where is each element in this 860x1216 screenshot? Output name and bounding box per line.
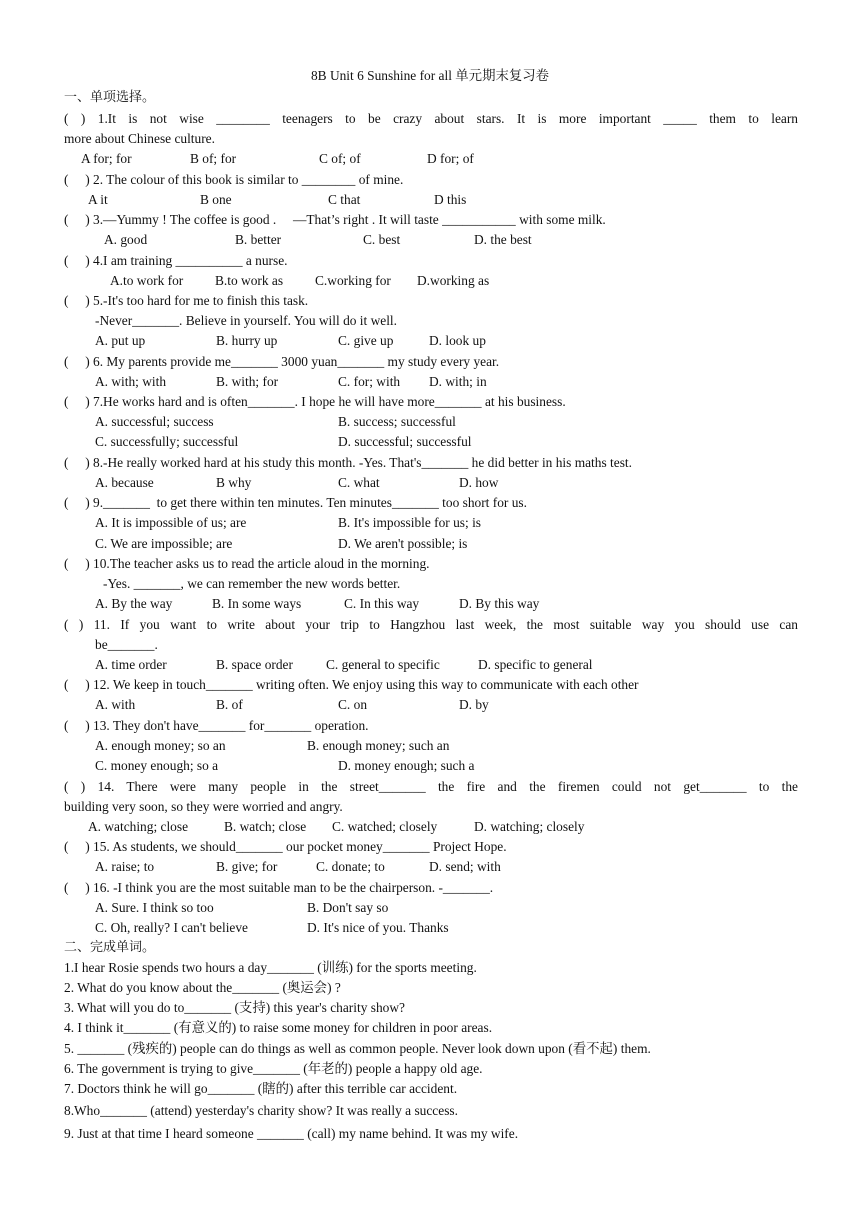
question-14-option-a: A. watching; close: [88, 819, 189, 834]
question-3-stem: ( ) 3.—Yummy ! The coffee is good . —That’s right . It will taste ___________ with some milk.: [64, 212, 606, 227]
question-3-option-a: A. good: [104, 232, 148, 247]
question-8-option-d: D. how: [459, 475, 499, 490]
question-4-option-b: B.to work as: [215, 273, 284, 288]
question-10-option-a: A. By the way: [95, 596, 173, 611]
question-13-option-b: B. enough money; such an: [307, 738, 450, 753]
question-2-option-d: D this: [434, 192, 467, 207]
question-6-option-b: B. with; for: [216, 374, 279, 389]
fill-in-item-5: 5. _______ (残疾的) people can do things as well as common people. Never look down upon (看不起) them.: [64, 1041, 651, 1056]
question-4-option-d: D.working as: [417, 273, 490, 288]
question-4-stem: ( ) 4.I am training __________ a nurse.: [64, 253, 288, 268]
question-12-option-c: C. on: [338, 697, 368, 712]
question-15-option-d: D. send; with: [429, 859, 501, 874]
question-6-option-c: C. for; with: [338, 374, 401, 389]
question-7-stem: ( ) 7.He works hard and is often_______. I hope he will have more_______ at his business.: [64, 394, 566, 409]
question-3-option-d: D. the best: [474, 232, 532, 247]
question-10-option-b: B. In some ways: [212, 596, 302, 611]
fill-in-item-9: 9. Just at that time I heard someone _______ (call) my name behind. It was my wife.: [64, 1126, 519, 1141]
question-10-option-c: C. In this way: [344, 596, 420, 611]
question-5-line-2: -Never_______. Believe in yourself. You will do it well.: [95, 313, 397, 328]
question-11-option-d: D. specific to general: [478, 657, 593, 672]
question-7-option-d: D. successful; successful: [338, 434, 472, 449]
question-16-option-c: C. Oh, really? I can't believe: [95, 920, 248, 935]
fill-in-item-7: 7. Doctors think he will go_______ (瞎的) after this terrible car accident.: [64, 1081, 458, 1096]
question-7-option-b: B. success; successful: [338, 414, 456, 429]
question-13-option-a: A. enough money; so an: [95, 738, 226, 753]
question-16-option-a: A. Sure. I think so too: [95, 900, 214, 915]
question-1-option-c: C of; of: [319, 151, 361, 166]
question-1-option-d: D for; of: [427, 151, 474, 166]
question-6-option-d: D. with; in: [429, 374, 487, 389]
question-5-option-d: D. look up: [429, 333, 486, 348]
question-14-option-b: B. watch; close: [224, 819, 307, 834]
question-11-option-b: B. space order: [216, 657, 293, 672]
question-13-option-d: D. money enough; such a: [338, 758, 475, 773]
question-10-option-d: D. By this way: [459, 596, 540, 611]
fill-in-item-2: 2. What do you know about the_______ (奥运会) ?: [64, 980, 341, 995]
question-8-option-c: C. what: [338, 475, 380, 490]
question-5-stem: ( ) 5.-It's too hard for me to finish this task.: [64, 293, 309, 308]
fill-in-item-1: 1.I hear Rosie spends two hours a day_______ (训练) for the sports meeting.: [64, 960, 477, 975]
question-7-option-a: A. successful; success: [95, 414, 214, 429]
question-2-option-a: A it: [88, 192, 108, 207]
question-2-option-b: B one: [200, 192, 232, 207]
question-5-option-c: C. give up: [338, 333, 394, 348]
question-8-option-a: A. because: [95, 475, 154, 490]
question-15-stem: ( ) 15. As students, we should_______ our pocket money_______ Project Hope.: [64, 839, 507, 854]
question-11-option-a: A. time order: [95, 657, 167, 672]
question-4-option-c: C.working for: [315, 273, 391, 288]
question-9-option-b: B. It's impossible for us; is: [338, 515, 482, 530]
question-15-option-c: C. donate; to: [316, 859, 385, 874]
question-1-line-2: more about Chinese culture.: [64, 131, 215, 146]
question-8-option-b: B why: [216, 475, 252, 490]
question-10-line-2: -Yes. _______, we can remember the new words better.: [103, 576, 401, 591]
question-12-option-a: A. with: [95, 697, 136, 712]
question-3-option-c: C. best: [363, 232, 401, 247]
fill-in-item-8: 8.Who_______ (attend) yesterday's charity show? It was really a success.: [64, 1103, 458, 1118]
question-9-option-c: C. We are impossible; are: [95, 536, 233, 551]
question-6-stem: ( ) 6. My parents provide me_______ 3000 yuan_______ my study every year.: [64, 354, 500, 369]
question-9-option-a: A. It is impossible of us; are: [95, 515, 247, 530]
question-2-stem: ( ) 2. The colour of this book is similar to ________ of mine.: [64, 172, 404, 187]
question-9-stem: ( ) 9._______ to get there within ten minutes. Ten minutes_______ too short for us.: [64, 495, 527, 510]
question-11-line-1: ( ) 11. If you want to write about your trip to Hangzhou last week, the most suitable way you should use can: [64, 617, 798, 632]
question-1-line-1: ( ) 1.It is not wise ________ teenagers to be crazy about stars. It is more important _____ them to learn: [64, 111, 798, 126]
question-10-stem: ( ) 10.The teacher asks us to read the article aloud in the morning.: [64, 556, 430, 571]
question-13-stem: ( ) 13. They don't have_______ for_______ operation.: [64, 718, 369, 733]
question-14-option-d: D. watching; closely: [474, 819, 585, 834]
question-14-option-c: C. watched; closely: [332, 819, 438, 834]
fill-in-item-4: 4. I think it_______ (有意义的) to raise some money for children in poor areas.: [64, 1020, 493, 1035]
question-1-option-b: B of; for: [190, 151, 237, 166]
question-12-option-d: D. by: [459, 697, 489, 712]
question-1-option-a: A for; for: [81, 151, 132, 166]
section-2-heading: 二、完成单词。: [64, 940, 156, 955]
section-1-heading: 一、单项选择。: [64, 90, 156, 105]
question-5-option-b: B. hurry up: [216, 333, 278, 348]
question-2-option-c: C that: [328, 192, 361, 207]
question-5-option-a: A. put up: [95, 333, 146, 348]
question-11-line-2: be_______.: [95, 637, 158, 652]
question-14-line-2: building very soon, so they were worried and angry.: [64, 799, 343, 814]
fill-in-item-6: 6. The government is trying to give_______ (年老的) people a happy old age.: [64, 1061, 483, 1076]
question-16-option-b: B. Don't say so: [307, 900, 389, 915]
question-15-option-a: A. raise; to: [95, 859, 155, 874]
question-9-option-d: D. We aren't possible; is: [338, 536, 468, 551]
fill-in-item-3: 3. What will you do to_______ (支持) this year's charity show?: [64, 1000, 405, 1015]
question-16-stem: ( ) 16. -I think you are the most suitable man to be the chairperson. -_______.: [64, 880, 494, 895]
page-title: 8B Unit 6 Sunshine for all 单元期末复习卷: [310, 68, 550, 83]
question-11-option-c: C. general to specific: [326, 657, 440, 672]
question-7-option-c: C. successfully; successful: [95, 434, 239, 449]
question-12-option-b: B. of: [216, 697, 243, 712]
question-6-option-a: A. with; with: [95, 374, 167, 389]
question-12-stem: ( ) 12. We keep in touch_______ writing often. We enjoy using this way to communicate with each other: [64, 677, 639, 692]
question-13-option-c: C. money enough; so a: [95, 758, 219, 773]
question-15-option-b: B. give; for: [216, 859, 278, 874]
question-8-stem: ( ) 8.-He really worked hard at his study this month. -Yes. That's_______ he did better in his maths test.: [64, 455, 632, 470]
question-16-option-d: D. It's nice of you. Thanks: [307, 920, 449, 935]
question-14-line-1: ( ) 14. There were many people in the street_______ the fire and the firemen could not get_______ to the: [64, 779, 798, 794]
question-4-option-a: A.to work for: [110, 273, 184, 288]
question-3-option-b: B. better: [235, 232, 282, 247]
